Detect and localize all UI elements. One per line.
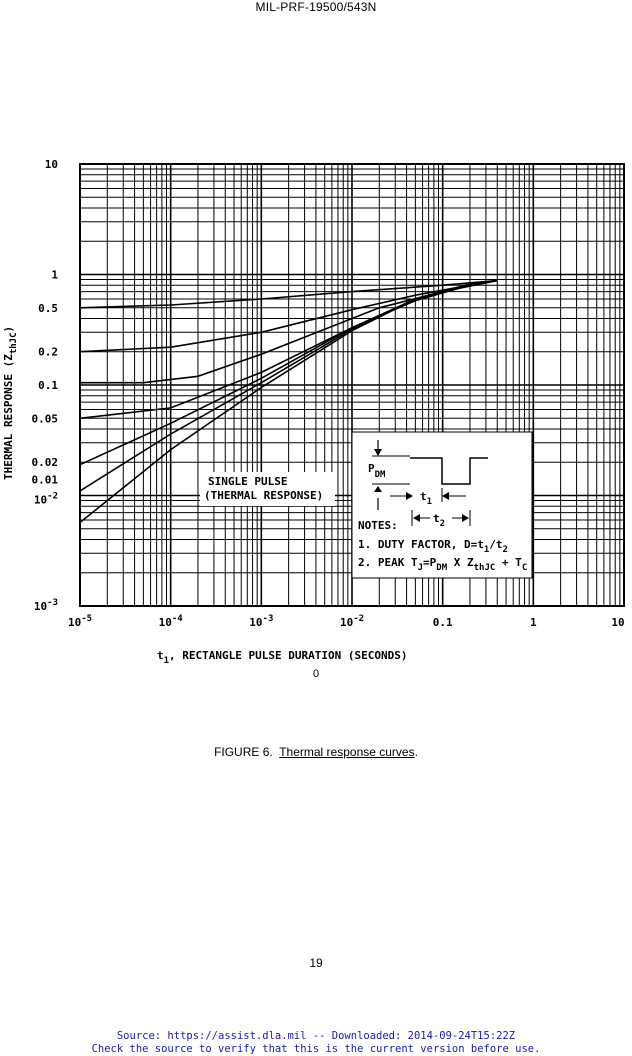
- x-tick-label: 0.1: [432, 616, 453, 629]
- x-tick-label: 10: [611, 616, 625, 629]
- y-tick-label: 0.05: [31, 412, 58, 426]
- note-2: 2. PEAK $T_J=P_{DM}$ X $Z_{thJC} + T_C$: [358, 556, 528, 573]
- notes-inset: [352, 432, 532, 578]
- x-tick-label: $10^{-2}$: [339, 614, 365, 629]
- y-tick-label: 0.01: [31, 473, 58, 487]
- caption-title: Thermal response curves: [279, 745, 415, 759]
- document-header: MIL-PRF-19500/543N: [255, 0, 377, 14]
- x-tick-labels: [68, 614, 625, 629]
- y-tick-label: $10^{-3}$: [33, 598, 58, 613]
- zero-label: 0: [312, 668, 320, 680]
- y-axis-label: THERMAL RESPONSE $(Z_{thJC})$: [2, 325, 19, 480]
- single-pulse-label: [200, 472, 335, 506]
- x-tick-label: $10^{-3}$: [249, 614, 274, 629]
- source-line-2: Check the source to verify that this is the current version before use.: [91, 1043, 541, 1055]
- y-tick-labels: [32, 158, 59, 613]
- t1-label: $t_1$: [420, 490, 433, 507]
- thermal-response-chart: [0, 150, 632, 670]
- pdm-label: $P_{DM}$: [368, 462, 386, 480]
- note-1: 1. DUTY FACTOR, $D=t_1/t_2$: [358, 538, 508, 555]
- y-tick-label: 10: [44, 158, 58, 171]
- y-tick-label: 0.5: [38, 301, 58, 315]
- caption-prefix: FIGURE 6.: [214, 745, 273, 759]
- single-pulse-label-line1: SINGLE PULSE: [208, 475, 288, 488]
- figure-caption: [0, 745, 632, 759]
- single-pulse-label-line2: (THERMAL RESPONSE): [204, 489, 324, 502]
- page-number: 19: [309, 956, 323, 970]
- x-tick-label: $10^{-4}$: [158, 614, 183, 629]
- source-line-1: Source: https://assist.dla.mil -- Downloaded: 2014-09-24T15:22Z: [116, 1030, 516, 1042]
- y-tick-label: 0.2: [38, 345, 58, 359]
- x-tick-label: 1: [530, 616, 537, 629]
- y-tick-label: 0.02: [31, 456, 58, 470]
- y-tick-label: 0.1: [38, 379, 58, 392]
- t2-label: $t_2$: [433, 512, 446, 529]
- source-footer: [0, 1030, 632, 1056]
- caption-suffix: .: [414, 745, 418, 759]
- x-tick-label: $10^{-5}$: [67, 614, 93, 629]
- y-tick-label: $10^{-2}$: [33, 491, 58, 507]
- y-tick-label: 1: [51, 268, 58, 282]
- notes-title: NOTES:: [358, 519, 398, 532]
- x-axis-label: $t_1$, RECTANGLE PULSE DURATION (SECONDS): [157, 649, 408, 666]
